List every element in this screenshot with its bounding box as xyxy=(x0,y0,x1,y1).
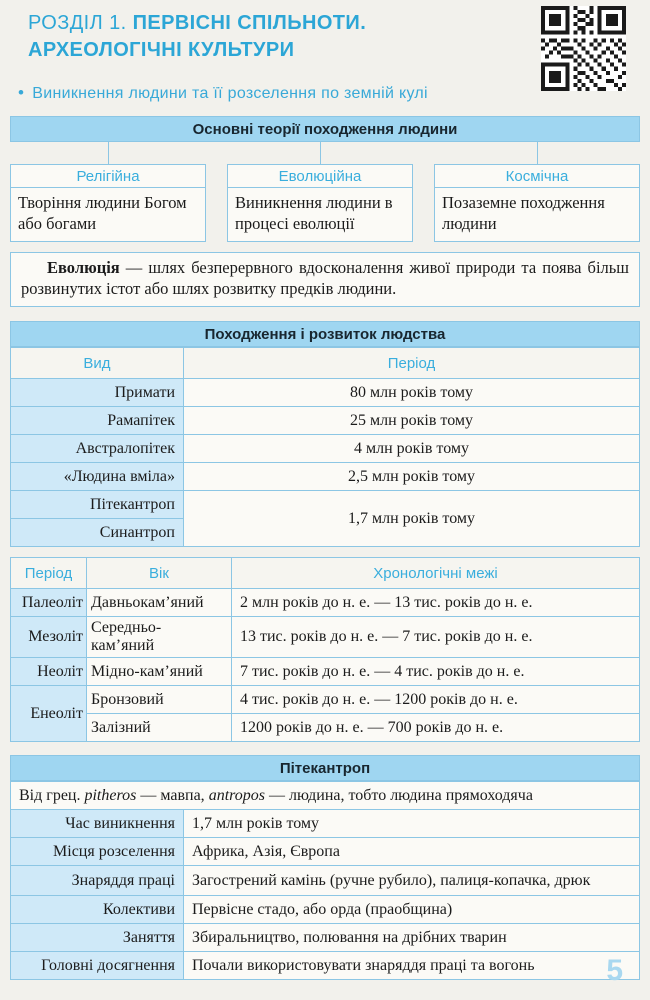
attribute-label: Місця розселення xyxy=(11,838,184,866)
theory-label: Релігійна xyxy=(11,165,205,188)
table-row xyxy=(11,589,640,617)
table-row xyxy=(11,686,640,714)
attribute-value: 1,7 млн років тому xyxy=(184,810,640,838)
range-cell: 4 тис. років до н. е. — 1200 років до н. е. xyxy=(232,686,640,714)
range-cell: 1200 років до н. е. — 700 років до н. е. xyxy=(232,714,640,742)
chapter-title-line2: АРХЕОЛОГІЧНІ КУЛЬТУРИ xyxy=(28,39,295,61)
etymology-prefix: Від грец. xyxy=(19,786,85,804)
attribute-value: Африка, Азія, Європа xyxy=(184,838,640,866)
table-row xyxy=(11,407,640,435)
origin-table-section xyxy=(10,321,640,547)
theory-branch-religious xyxy=(10,142,206,242)
table-row xyxy=(11,866,640,896)
table-row xyxy=(11,714,640,742)
age-cell: Давньокам’яний xyxy=(87,589,232,617)
definition-text: — шлях безперервного вдосконалення живої природи та поява більш розвинутих істот або шлях розвитку предків людини. xyxy=(21,258,629,298)
attribute-label: Знаряддя праці xyxy=(11,866,184,896)
periods-table xyxy=(10,557,640,742)
period-cell-merged: 1,7 млн років тому xyxy=(184,491,640,547)
age-cell: Мідно-кам’яний xyxy=(87,658,232,686)
origin-table-title: Походження і розвиток людства xyxy=(10,321,640,347)
period-cell: Мезоліт xyxy=(11,617,87,658)
table-row xyxy=(11,896,640,924)
attribute-value: Загострений камінь (ручне рубило), палиця-копачка, дрюк xyxy=(184,866,640,896)
age-cell: Середньо-кам’яний xyxy=(87,617,232,658)
period-cell: 80 млн років тому xyxy=(184,379,640,407)
attribute-value: Почали використовувати знаряддя праці та вогонь xyxy=(184,952,640,980)
period-cell: 4 млн років тому xyxy=(184,435,640,463)
attribute-label: Головні досягнення xyxy=(11,952,184,980)
table-row xyxy=(11,924,640,952)
table-row xyxy=(11,658,640,686)
attribute-label: Заняття xyxy=(11,924,184,952)
etymology-mid: — мавпа, xyxy=(136,786,209,804)
table-row xyxy=(11,491,640,519)
species-cell: Пітекантроп xyxy=(11,491,184,519)
period-cell: 25 млн років тому xyxy=(184,407,640,435)
chapter-heading xyxy=(28,10,530,64)
pithecanthropus-table xyxy=(10,781,640,980)
connector-line xyxy=(320,142,321,164)
column-header-period: Період xyxy=(184,348,640,379)
table-row xyxy=(11,463,640,491)
etymology-greek-term-1: pitheros xyxy=(84,786,137,804)
pithecanthropus-title: Пітекантроп xyxy=(10,755,640,781)
chapter-title-line1: ПЕРВІСНІ СПІЛЬНОТИ. xyxy=(132,12,367,34)
period-cell: Неоліт xyxy=(11,658,87,686)
theory-description: Позаземне походження людини xyxy=(442,193,605,233)
range-cell: 2 млн років до н. е. — 13 тис. років до н. е. xyxy=(232,589,640,617)
chapter-number: РОЗДІЛ 1. xyxy=(28,12,133,34)
theory-label: Космічна xyxy=(435,165,639,188)
species-cell: Рамапітек xyxy=(11,407,184,435)
table-row xyxy=(11,617,640,658)
table-header-row xyxy=(11,348,640,379)
species-cell: «Людина вміла» xyxy=(11,463,184,491)
etymology-cell xyxy=(11,782,640,810)
table-header-row xyxy=(11,558,640,589)
table-row xyxy=(11,782,640,810)
age-cell: Бронзовий xyxy=(87,686,232,714)
table-row xyxy=(11,810,640,838)
origin-table xyxy=(10,347,640,547)
table-row xyxy=(11,952,640,980)
diagram-title-bar: Основні теорії походження людини xyxy=(10,116,640,142)
table-row xyxy=(11,838,640,866)
qr-code-icon xyxy=(541,6,626,91)
connector-line xyxy=(537,142,538,164)
attribute-label: Час виникнення xyxy=(11,810,184,838)
age-cell: Залізний xyxy=(87,714,232,742)
range-cell: 7 тис. років до н. е. — 4 тис. років до н. е. xyxy=(232,658,640,686)
period-cell-merged: Енеоліт xyxy=(11,686,87,742)
definition-term: Еволюція xyxy=(47,258,120,277)
evolution-definition-note xyxy=(10,252,640,307)
range-cell: 13 тис. років до н. е. — 7 тис. років до н. е. xyxy=(232,617,640,658)
species-cell: Синантроп xyxy=(11,519,184,547)
theory-branch-cosmic xyxy=(434,142,640,242)
column-header-age: Вік xyxy=(87,558,232,589)
theory-description: Виникнення людини в процесі еволюції xyxy=(235,193,393,233)
periods-table-section xyxy=(10,557,640,742)
period-cell: Палеоліт xyxy=(11,589,87,617)
page-number: 5 xyxy=(606,954,623,987)
theory-branch-evolutionary xyxy=(227,142,413,242)
species-cell: Примати xyxy=(11,379,184,407)
connector-line xyxy=(108,142,109,164)
table-row xyxy=(11,435,640,463)
attribute-value: Первісне стадо, або орда (праобщина) xyxy=(184,896,640,924)
topic-bullet-label: Виникнення людини та її розселення по земній кулі xyxy=(32,85,428,102)
bullet-icon: • xyxy=(18,83,25,102)
pithecanthropus-section xyxy=(10,755,640,980)
column-header-period: Період xyxy=(11,558,87,589)
species-cell: Австралопітек xyxy=(11,435,184,463)
period-cell: 2,5 млн років тому xyxy=(184,463,640,491)
etymology-greek-term-2: antropos xyxy=(208,786,265,804)
etymology-suffix: — людина, тобто людина прямоходяча xyxy=(265,786,533,804)
table-row xyxy=(11,379,640,407)
attribute-label: Колективи xyxy=(11,896,184,924)
column-header-species: Вид xyxy=(11,348,184,379)
theory-label: Еволюційна xyxy=(228,165,412,188)
theories-diagram xyxy=(10,116,640,242)
attribute-value: Збиральництво, полювання на дрібних тварин xyxy=(184,924,640,952)
theory-description: Творіння людини Богом або богами xyxy=(18,193,187,233)
column-header-range: Хронологічні межі xyxy=(232,558,640,589)
